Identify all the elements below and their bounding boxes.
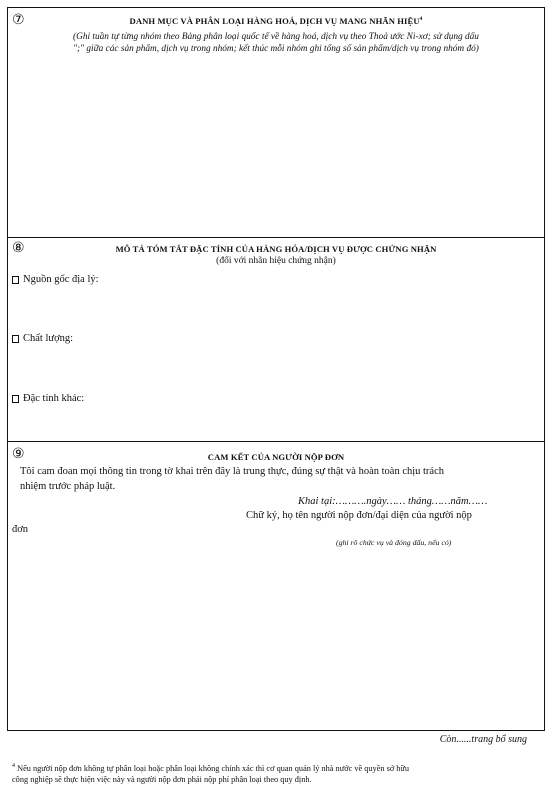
- footnote-line-1-text: Nếu người nộp đơn không tự phân loại hoặc phân loại không chính xác thì cơ quan quản lý nhà nước về quyền sở hữu: [17, 763, 410, 773]
- section-7-instruction-line-2: ";" giữa các sản phẩm, dịch vụ trong nhóm; kết thúc mỗi nhóm ghi tổng số sản phẩm/dịch vụ trong nhóm đó): [73, 43, 479, 54]
- footnote: [12, 762, 547, 785]
- signature-note: (ghi rõ chức vụ và đóng dấu, nếu có): [336, 538, 452, 547]
- section-7-instruction: [16, 32, 536, 55]
- additional-pages-note: Còn......trang bổ sung: [439, 734, 527, 745]
- checkbox-origin[interactable]: [12, 276, 19, 284]
- checkbox-other[interactable]: [12, 395, 19, 403]
- section-9-number: ⑨: [12, 446, 25, 462]
- section-9-applicant-commitment: [7, 441, 545, 731]
- section-7-goods-services: [7, 7, 545, 238]
- section-7-title-footnote-mark: 4: [419, 16, 423, 23]
- footnote-line-2: công nghiệp sẽ thực hiện việc này và người nộp đơn phải nộp phí phân loại theo quy định.: [12, 774, 312, 784]
- signature-label-continued: đơn: [12, 524, 29, 535]
- checkbox-origin-label: Nguồn gốc địa lý:: [23, 274, 99, 285]
- section-8-title: MÔ TẢ TÓM TẮT ĐẶC TÍNH CỦA HÀNG HÓA/DỊCH VỤ ĐƯỢC CHỨNG NHẬN: [115, 244, 437, 254]
- checkbox-other-label: Đặc tính khác:: [23, 393, 85, 404]
- checkbox-row-origin[interactable]: [12, 274, 99, 285]
- commitment-line-2: nhiệm trước pháp luật.: [20, 481, 116, 492]
- checkbox-row-quality[interactable]: [12, 333, 73, 344]
- section-8-number: ⑧: [12, 240, 25, 256]
- place-date-line[interactable]: Khai tại:……….ngày…… tháng……năm……: [298, 496, 488, 507]
- section-7-input-area[interactable]: [14, 66, 538, 231]
- checkbox-row-other[interactable]: [12, 393, 84, 404]
- footnote-line-1: [12, 762, 547, 774]
- section-7-title-text: DANH MỤC VÀ PHÂN LOẠI HÀNG HOÁ, DỊCH VỤ MANG NHÃN HIỆU: [129, 16, 420, 26]
- section-7-title: [8, 16, 544, 26]
- checkbox-quality-label: Chất lượng:: [23, 333, 74, 344]
- checkbox-quality[interactable]: [12, 335, 19, 343]
- footnote-mark: 4: [12, 763, 15, 769]
- section-9-title: CAM KẾT CỦA NGƯỜI NỘP ĐƠN: [207, 452, 345, 462]
- section-7-number: ⑦: [12, 12, 25, 28]
- signature-area[interactable]: [208, 552, 534, 720]
- section-7-instruction-line-1: (Ghi tuần tự từng nhóm theo Bảng phân loại quốc tế về hàng hoá, dịch vụ theo Thoả ước Ni-xơ; sử dụng dấu: [73, 32, 479, 42]
- section-8-subtitle: (đối với nhãn hiệu chứng nhận): [216, 256, 336, 266]
- section-8-certified-characteristics: [7, 237, 545, 442]
- commitment-line-1: Tôi cam đoan mọi thông tin trong tờ khai trên đây là trung thực, đúng sự thật và hoàn toàn chịu trách: [20, 466, 445, 477]
- signature-label: Chữ ký, họ tên người nộp đơn/đại diện của người nộp: [246, 510, 472, 521]
